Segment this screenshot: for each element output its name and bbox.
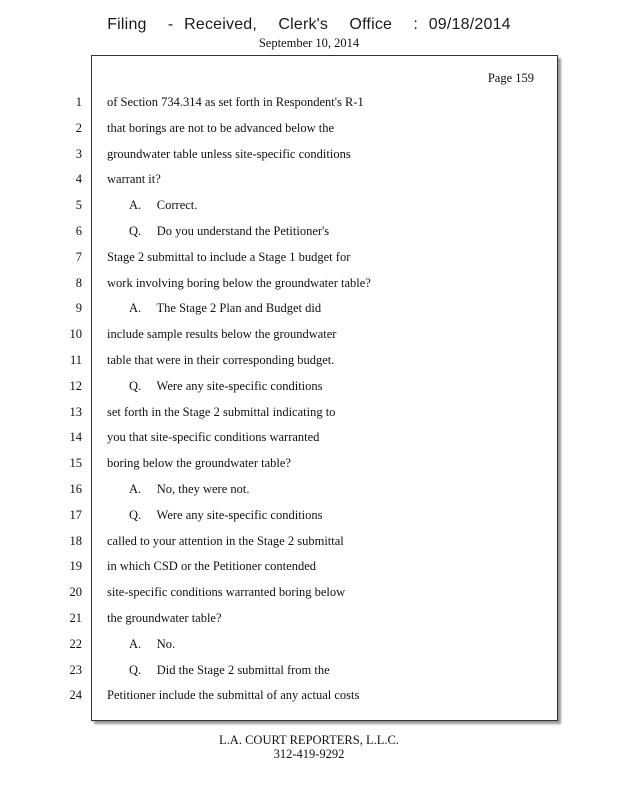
hearing-date: September 10, 2014: [258, 36, 360, 50]
transcript-line-text: called to your attention in the Stage 2 submittal: [107, 534, 344, 548]
transcript-line-text: A. The Stage 2 Plan and Budget did: [129, 301, 322, 315]
line-number: 1: [75, 95, 82, 109]
line-number: 21: [69, 611, 82, 625]
line-number: 16: [69, 482, 82, 496]
transcript-line-text: A. No, they were not.: [129, 482, 250, 496]
transcript-line-text: site-specific conditions warranted boring below: [107, 585, 346, 599]
footer: [0, 733, 618, 761]
line-number: 14: [69, 430, 82, 444]
transcript-line-text: groundwater table unless site-specific conditions: [107, 147, 351, 161]
transcript-line-text: of Section 734.314 as set forth in Respondent's R-1: [107, 95, 364, 109]
line-number: 12: [69, 379, 82, 393]
line-number: 11: [69, 353, 82, 367]
line-number: 10: [69, 327, 82, 341]
line-number: 3: [75, 147, 82, 161]
transcript-line-text: boring below the groundwater table?: [107, 456, 291, 470]
transcript-line-text: in which CSD or the Petitioner contended: [107, 559, 316, 573]
transcript-line-text: Q. Do you understand the Petitioner's: [129, 224, 330, 238]
line-number: 18: [69, 534, 82, 548]
line-number: 6: [75, 224, 82, 238]
line-number: 7: [75, 250, 82, 264]
page-number: Page 159: [487, 71, 534, 85]
transcript-line-text: A. No.: [129, 637, 176, 651]
filing-stamp-header: Filing - Received, Clerk's Office : 09/18/2014: [107, 16, 511, 33]
line-number: 17: [69, 508, 82, 522]
transcript-line-text: set forth in the Stage 2 submittal indicating to: [107, 405, 336, 419]
line-number: 13: [69, 405, 82, 419]
line-number: 15: [69, 456, 82, 470]
line-number: 19: [69, 559, 82, 573]
court-reporter-name: L.A. COURT REPORTERS, L.L.C.: [219, 733, 399, 747]
transcript-line-text: A. Correct.: [129, 198, 198, 212]
line-number: 4: [75, 172, 82, 186]
court-reporter-phone: 312-419-9292: [273, 747, 345, 761]
line-number: 20: [69, 585, 82, 599]
line-number: 22: [69, 637, 82, 651]
transcript-line-text: you that site-specific conditions warranted: [107, 430, 320, 444]
transcript-line-text: warrant it?: [107, 172, 161, 186]
transcript-line-text: Stage 2 submittal to include a Stage 1 budget for: [107, 250, 351, 264]
transcript-line-text: the groundwater table?: [107, 611, 222, 625]
transcript-line-text: that borings are not to be advanced below the: [107, 121, 335, 135]
line-number: 24: [69, 688, 82, 702]
transcript-line-text: Q. Were any site-specific conditions: [129, 379, 323, 393]
transcript-line-text: Petitioner include the submittal of any actual costs: [107, 688, 360, 702]
line-number: 8: [75, 276, 82, 290]
line-number: 9: [75, 301, 82, 315]
line-number: 23: [69, 663, 82, 677]
transcript-line-text: table that were in their corresponding budget.: [107, 353, 335, 367]
transcript-line-text: include sample results below the groundwater: [107, 327, 337, 341]
transcript-line-text: work involving boring below the groundwater table?: [107, 276, 371, 290]
transcript-line-text: Q. Were any site-specific conditions: [129, 508, 323, 522]
line-number: 5: [75, 198, 82, 212]
line-number: 2: [75, 121, 82, 135]
transcript-line-text: Q. Did the Stage 2 submittal from the: [129, 663, 330, 677]
